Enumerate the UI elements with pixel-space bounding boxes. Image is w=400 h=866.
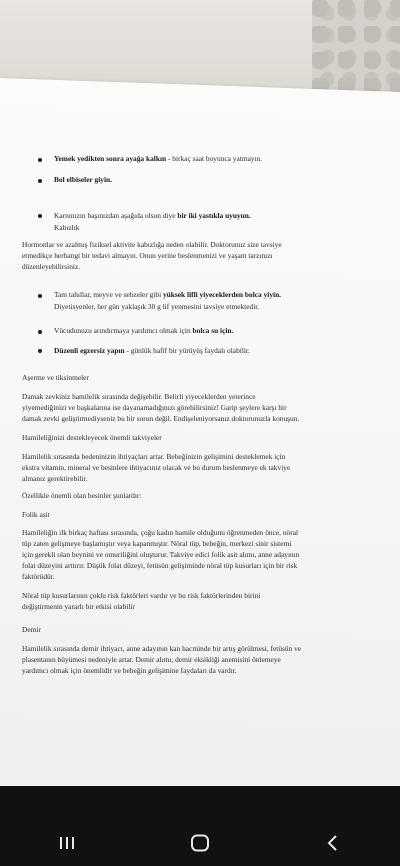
heading-aserme: Aşerme ve tiksinmeler	[22, 373, 89, 382]
bullet-exercise: Düzenli egzersiz yapın - günlük hafif bir yürüyüş faydalı olabilir.	[54, 346, 250, 355]
paragraph-line: Hamilelik sırasında demir ihtiyacı, anne adayının kan hacminde bir artış görülmesi, fetüsün ve	[22, 644, 302, 653]
paragraph-line: düzenleyebilirsiniz.	[22, 262, 81, 271]
bullet-stand-up: Yemek yedikten sonra ayağa kalkın - birkaç saat boyunca yatmayın.	[54, 154, 263, 163]
heading-demir: Demir	[22, 625, 41, 634]
paragraph-line: değiştirmenin yararlı bir etkisi olabilir	[22, 602, 135, 611]
bullet-water: Vücudunuzu arındırmaya yardımcı olmak için bolca su için.	[54, 326, 234, 335]
android-navigation-bar	[0, 820, 400, 866]
paragraph-line: faktörüdür.	[22, 572, 55, 581]
back-button[interactable]	[313, 828, 353, 858]
heading-takviyeler: Hamileliğinizi destekleyecek önemli takviyeler	[22, 433, 162, 442]
paragraph-line: Hormonlar ve azalmış fiziksel aktivite kabızlığa neden olabilir. Doktorunuz size tavsiye	[22, 240, 282, 249]
paragraph-line: için gerekli olan beynini ve omuriliğini oluşturur. Takviye edici folik asit alımı, anne adayının	[22, 550, 300, 559]
bullet-fiber-line2: Diyetisyenler, her gün yaklaşık 30 g lif yenmesini tavsiye etmektedir.	[54, 302, 260, 311]
paragraph-line: Özellikle önemli olan besinler şunlardır:	[22, 491, 142, 500]
bullet-pillows: Karnınızın başınızdan aşağıda olsun diye bir iki yastıkla uyuyun.	[54, 211, 251, 220]
paragraph-line: folat düzeyini arttırır. Düşük folat düzeyi, fetüsün gelişiminde nöral tüp kusurları için bir risk	[22, 561, 298, 570]
heading-kabizlik: Kabızlık	[54, 223, 80, 232]
paragraph-line: Damak zevkiniz hamilelik sırasında değişebilir. Belirli yiyeceklerden yeterince	[22, 392, 256, 401]
paragraph-line: yiyemediğinizi ve başkalarına ise dayanamadığınızı görebilirsiniz! Garip şeylere karşı bir	[22, 403, 287, 412]
paragraph-line: plasentanın büyümesi nedeniyle artar. Demir alımı, demir eksikliği anemisini önlemeye	[22, 655, 281, 664]
paragraph-line: tüp zaten gelişmeye başlamıştır veya kapanmıştır. Nöral tüp, bebeğin, merkezi sinir sistemi	[22, 539, 292, 548]
paragraph-line: Hamilelik sırasında bedeninizin ihtiyaçları artar. Bebeğinizin gelişimini desteklemek için	[22, 452, 286, 461]
bullet-dot	[38, 214, 42, 218]
paragraph-line: Nöral tüp kusurlarının çoklu risk faktörleri vardır ve bu risk faktörlerinden birini	[22, 591, 261, 600]
home-button[interactable]	[180, 828, 220, 858]
bullet-loose-clothes: Bol elbiseler giyin.	[54, 175, 112, 184]
heading-folik-asit: Folik asit	[22, 510, 50, 519]
bullet-dot	[38, 330, 42, 334]
paragraph-line: ekstra vitamin, mineral ve besinlere ihtiyacınız olacak ve bu durum beslenmeye ek takviye	[22, 463, 291, 472]
bullet-fiber: Tam tahıllar, meyve ve sebzeler gibi yüksek lifli yiyeceklerden bolca yiyin.	[54, 290, 282, 299]
bullet-dot	[38, 349, 42, 353]
paragraph-line: yardımcı olmak için önemlidir ve bebeğin gelişimine faydaları da vardır.	[22, 666, 237, 675]
bullet-dot	[38, 158, 42, 162]
paragraph-line: almanız gerektirebilir.	[22, 474, 88, 483]
back-icon	[326, 834, 340, 852]
paragraph-line: Hamileliğin ilk birkaç haftası sırasında, çoğu kadın hamile olduğunu öğrenmeden önce, nöral	[22, 528, 299, 537]
paragraph-line: damak zevki geliştirmediyseniz bu bir sorun değil. Endişeleniyorsanız doktorunuzla konuşun.	[22, 414, 300, 423]
home-icon	[190, 834, 210, 852]
recent-apps-button[interactable]	[47, 828, 87, 858]
recent-apps-icon	[58, 835, 76, 851]
bullet-dot	[38, 179, 42, 183]
bullet-dot	[38, 294, 42, 298]
paragraph-line: etmedikçe herhangi bir tedavi almayın. Onun yerine beslenmenizi ve yaşam tarzınızı	[22, 251, 273, 260]
